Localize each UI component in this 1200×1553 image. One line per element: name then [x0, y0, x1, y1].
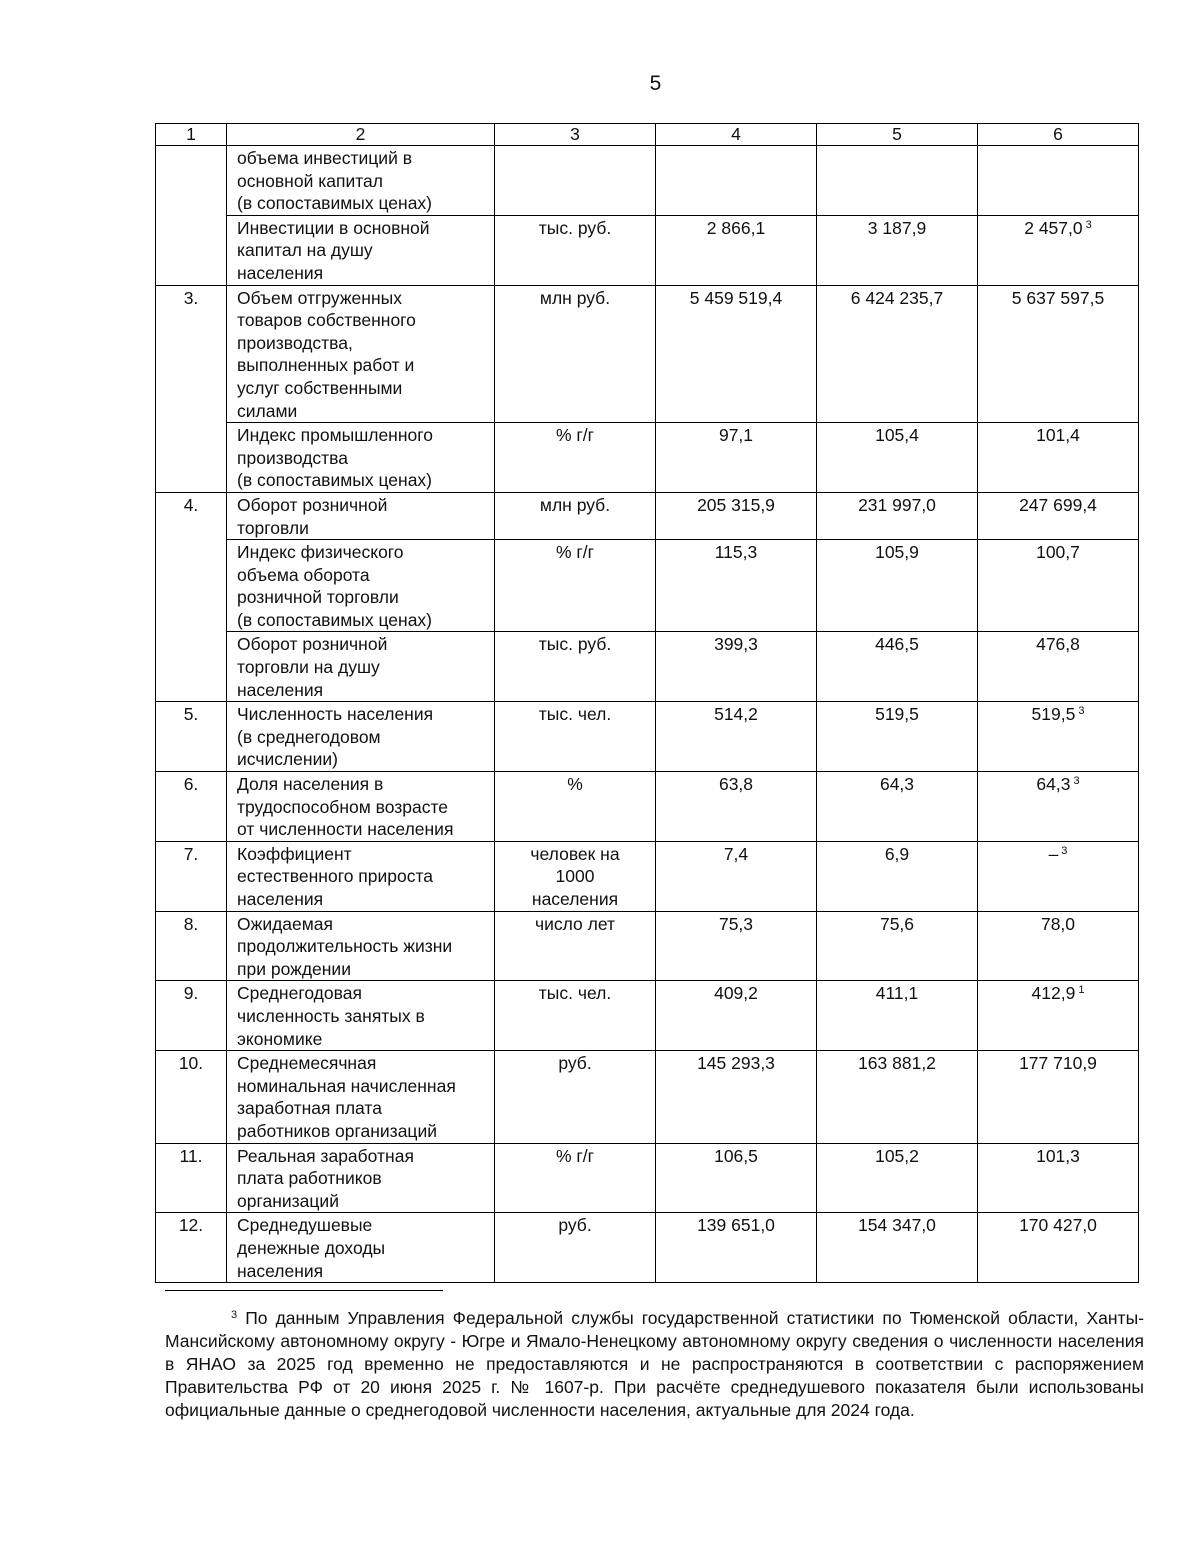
indicator-name-cell-text: Среднедушевые денежные доходы населения	[237, 1215, 386, 1281]
table-row	[156, 1213, 1139, 1283]
header-cell: 6	[978, 124, 1139, 146]
indicator-name-cell-text: Инвестиции в основной капитал на душу населения	[237, 217, 430, 283]
value-cell-col6	[978, 215, 1139, 285]
table-row	[156, 911, 1139, 981]
value-cell-col6	[978, 423, 1139, 493]
value-cell-col6-text: 64,3	[1036, 774, 1071, 795]
unit-cell	[495, 981, 656, 1051]
indicator-name-cell-text: Среднегодовая численность занятых в экономике	[237, 983, 425, 1049]
value-cell-col4	[656, 423, 817, 493]
row-number-cell	[156, 146, 227, 286]
value-cell-col5-text: 64,3	[879, 774, 915, 795]
value-cell-col4-text: 75,3	[718, 913, 754, 934]
indicator-name-cell	[227, 1213, 495, 1283]
value-cell-col5-text: 154 347,0	[858, 1215, 936, 1236]
value-cell-col5	[817, 772, 978, 842]
value-cell-col6-text: 2 457,0	[1024, 217, 1083, 238]
value-cell-col6	[978, 146, 1139, 216]
value-cell-col6	[978, 285, 1139, 423]
footnote-mark: 3	[231, 1309, 238, 1321]
indicator-name-cell	[227, 285, 495, 423]
value-cell-col4	[656, 540, 817, 632]
indicator-name-cell	[227, 146, 495, 216]
table-row	[156, 772, 1139, 842]
value-cell-col5-text: 6 424 235,7	[850, 287, 944, 308]
value-cell-col6-text: 5 637 597,5	[1011, 287, 1105, 308]
indicator-name-cell	[227, 702, 495, 772]
indicator-name-cell	[227, 423, 495, 493]
value-cell-col6-text: –	[1048, 843, 1059, 864]
value-cell-col5	[817, 285, 978, 423]
unit-cell-text: млн руб.	[539, 494, 611, 515]
row-number-cell: 10.	[156, 1051, 227, 1143]
indicator-name-cell-text: Реальная заработная плата работников организаций	[237, 1145, 414, 1211]
indicator-name-cell	[227, 492, 495, 539]
table-row	[156, 540, 1139, 632]
table-row	[156, 423, 1139, 493]
value-cell-col5-text: 75,6	[879, 913, 915, 934]
value-cell-col6	[978, 841, 1139, 911]
value-cell-col5-text: 411,1	[875, 983, 919, 1004]
indicator-name-cell	[227, 772, 495, 842]
value-cell-col4-text: 5 459 519,4	[689, 287, 783, 308]
table-row	[156, 1051, 1139, 1143]
indicator-name-cell	[227, 632, 495, 702]
value-cell-col5	[817, 702, 978, 772]
row-number-cell: 8.	[156, 911, 227, 981]
indicator-name-cell	[227, 215, 495, 285]
value-cell-col5-text: 6,9	[884, 843, 910, 864]
value-cell-col5-text: 231 997,0	[858, 494, 936, 515]
indicator-name-cell-text: Доля населения в трудоспособном возрасте от численности населения	[237, 774, 454, 840]
value-cell-col4	[656, 911, 817, 981]
value-cell-col6-text: 170 427,0	[1019, 1215, 1097, 1236]
unit-cell	[495, 423, 656, 493]
value-cell-col4	[656, 841, 817, 911]
value-cell-col4	[656, 772, 817, 842]
value-cell-col6-text: 247 699,4	[1019, 494, 1097, 515]
table-row	[156, 702, 1139, 772]
unit-cell	[495, 1143, 656, 1213]
value-cell-col5	[817, 1143, 978, 1213]
value-cell-col5	[817, 1051, 978, 1143]
footnote-reference: 3	[1085, 218, 1092, 231]
unit-cell	[495, 540, 656, 632]
indicator-name-cell-text: Оборот розничной торговли	[237, 494, 388, 538]
header-cell: 3	[495, 124, 656, 146]
row-number-cell: 12.	[156, 1213, 227, 1283]
value-cell-col6	[978, 702, 1139, 772]
value-cell-col5	[817, 492, 978, 539]
page-number: 5	[649, 72, 662, 95]
value-cell-col6	[978, 772, 1139, 842]
value-cell-col4-text: 97,1	[718, 425, 754, 446]
unit-cell-text: число лет	[534, 913, 616, 934]
row-number-cell: 6.	[156, 772, 227, 842]
header-cell: 1	[156, 124, 227, 146]
indicator-name-cell	[227, 981, 495, 1051]
value-cell-col4	[656, 1051, 817, 1143]
value-cell-col5	[817, 981, 978, 1051]
table-row	[156, 981, 1139, 1051]
value-cell-col4-text: 7,4	[723, 843, 749, 864]
unit-cell	[495, 632, 656, 702]
indicator-name-cell-text: Объем отгруженных товаров собственного производства, выполненных работ и услуг собственными силами	[237, 287, 416, 421]
value-cell-col6	[978, 981, 1139, 1051]
unit-cell-text: тыс. руб.	[538, 634, 612, 655]
unit-cell	[495, 911, 656, 981]
indicator-name-cell-text: Коэффициент естественного прироста населения	[237, 843, 434, 909]
value-cell-col5	[817, 540, 978, 632]
unit-cell-text: тыс. руб.	[538, 217, 612, 238]
value-cell-col4	[656, 702, 817, 772]
unit-cell	[495, 285, 656, 423]
value-cell-col4	[656, 632, 817, 702]
value-cell-col6	[978, 911, 1139, 981]
value-cell-col5-text: 446,5	[875, 634, 919, 655]
table-row	[156, 285, 1139, 423]
value-cell-col4-text: 63,8	[718, 774, 754, 795]
value-cell-col5	[817, 1213, 978, 1283]
value-cell-col6-text: 100,7	[1036, 542, 1080, 563]
footnote-reference: 3	[1061, 844, 1068, 857]
value-cell-col4-text: 205 315,9	[697, 494, 775, 515]
unit-cell-text: тыс. чел.	[538, 704, 612, 725]
value-cell-col4	[656, 981, 817, 1051]
table-row	[156, 492, 1139, 539]
value-cell-col6	[978, 632, 1139, 702]
value-cell-col4-text: 145 293,3	[697, 1053, 775, 1074]
value-cell-col4	[656, 215, 817, 285]
value-cell-col5-text: 105,2	[875, 1145, 919, 1166]
value-cell-col5-text: 105,4	[875, 425, 919, 446]
footnote-reference: 3	[1073, 775, 1080, 788]
unit-cell-text: млн руб.	[539, 287, 611, 308]
footnote-reference: 1	[1078, 984, 1085, 997]
value-cell-col4	[656, 1143, 817, 1213]
indicator-name-cell	[227, 1051, 495, 1143]
value-cell-col5	[817, 215, 978, 285]
footnote-rule	[165, 1290, 443, 1291]
value-cell-col5	[817, 146, 978, 216]
indicator-name-cell-text: объема инвестиций в основной капитал (в сопоставимых ценах)	[237, 148, 433, 214]
value-cell-col6	[978, 1051, 1139, 1143]
indicator-name-cell-text: Ожидаемая продолжительность жизни при рождении	[237, 913, 453, 979]
value-cell-col5	[817, 632, 978, 702]
row-number-cell: 7.	[156, 841, 227, 911]
footnote-reference: 3	[1078, 705, 1085, 718]
table-row	[156, 632, 1139, 702]
unit-cell-text: % г/г	[555, 542, 595, 563]
value-cell-col5	[817, 911, 978, 981]
value-cell-col4	[656, 492, 817, 539]
value-cell-col4-text: 409,2	[714, 983, 758, 1004]
row-number-cell: 4.	[156, 492, 227, 701]
value-cell-col6-text: 476,8	[1036, 634, 1080, 655]
value-cell-col6-text: 101,4	[1036, 425, 1080, 446]
value-cell-col6-text: 177 710,9	[1019, 1053, 1097, 1074]
unit-cell-text: тыс. чел.	[538, 983, 612, 1004]
value-cell-col6-text: 412,9	[1031, 983, 1076, 1004]
value-cell-col6-text: 101,3	[1036, 1145, 1080, 1166]
unit-cell	[495, 146, 656, 216]
value-cell-col4-text: 106,5	[714, 1145, 758, 1166]
indicator-name-cell	[227, 1143, 495, 1213]
table-row	[156, 215, 1139, 285]
indicator-name-cell-text: Индекс физического объема оборота розничной торговли (в сопоставимых ценах)	[237, 542, 433, 630]
value-cell-col6	[978, 492, 1139, 539]
row-number-cell: 3.	[156, 285, 227, 492]
header-cell: 2	[227, 124, 495, 146]
value-cell-col4	[656, 1213, 817, 1283]
unit-cell-text: руб.	[558, 1215, 592, 1236]
header-cell: 5	[817, 124, 978, 146]
value-cell-col5	[817, 423, 978, 493]
unit-cell	[495, 492, 656, 539]
table-row	[156, 1143, 1139, 1213]
value-cell-col6	[978, 540, 1139, 632]
unit-cell-text: % г/г	[555, 1145, 595, 1166]
indicator-name-cell	[227, 540, 495, 632]
unit-cell-text: %	[567, 774, 583, 795]
indicator-name-cell-text: Численность населения (в среднегодовом исчислении)	[237, 704, 434, 770]
value-cell-col5-text: 105,9	[875, 542, 919, 563]
row-number-cell: 5.	[156, 702, 227, 772]
indicator-name-cell-text: Оборот розничной торговли на душу населения	[237, 634, 388, 700]
unit-cell	[495, 1213, 656, 1283]
unit-cell	[495, 1051, 656, 1143]
value-cell-col6	[978, 1143, 1139, 1213]
table-header-row	[156, 124, 1139, 146]
value-cell-col6	[978, 1213, 1139, 1283]
value-cell-col4	[656, 285, 817, 423]
value-cell-col4	[656, 146, 817, 216]
indicator-name-cell	[227, 841, 495, 911]
header-cell: 4	[656, 124, 817, 146]
value-cell-col5-text: 163 881,2	[858, 1053, 936, 1074]
value-cell-col4-text: 115,3	[714, 542, 758, 563]
value-cell-col4-text: 514,2	[714, 704, 758, 725]
row-number-cell: 11.	[156, 1143, 227, 1213]
value-cell-col5	[817, 841, 978, 911]
unit-cell	[495, 841, 656, 911]
indicator-name-cell-text: Среднемесячная номинальная начисленная заработная плата работников организаций	[237, 1053, 456, 1141]
table-row	[156, 841, 1139, 911]
unit-cell-text: человек на 1000 населения	[530, 843, 620, 909]
unit-cell-text: % г/г	[555, 425, 595, 446]
value-cell-col6-text: 78,0	[1040, 913, 1076, 934]
unit-cell	[495, 215, 656, 285]
value-cell-col5-text: 519,5	[875, 704, 919, 725]
footnote-text: По данным Управления Федеральной службы государственной статистики по Тюменской области, Ханты-Мансийскому автономному округу - Югре и Ямало-Ненецкому автономному округу сведения о численности населения в ЯНАО за 2025 год временно не предоставляются и не распространяются в соответствии с распоряжением Правительства РФ от 20 июня 2025 г. № 1607-р. При расчёте среднедушевого показателя были использованы официальные данные о среднегодовой численности населения, актуальные для 2024 года.	[165, 1308, 1144, 1420]
value-cell-col5-text: 3 187,9	[867, 217, 927, 238]
value-cell-col4-text: 399,3	[714, 634, 758, 655]
footnote	[165, 1307, 1144, 1422]
value-cell-col4-text: 2 866,1	[706, 217, 766, 238]
unit-cell	[495, 702, 656, 772]
indicator-name-cell	[227, 911, 495, 981]
unit-cell	[495, 772, 656, 842]
indicators-table	[155, 123, 1139, 1283]
value-cell-col4-text: 139 651,0	[697, 1215, 775, 1236]
table-row	[156, 146, 1139, 216]
value-cell-col6-text: 519,5	[1031, 704, 1076, 725]
row-number-cell: 9.	[156, 981, 227, 1051]
indicator-name-cell-text: Индекс промышленного производства (в сопоставимых ценах)	[237, 425, 433, 491]
unit-cell-text: руб.	[558, 1053, 592, 1074]
